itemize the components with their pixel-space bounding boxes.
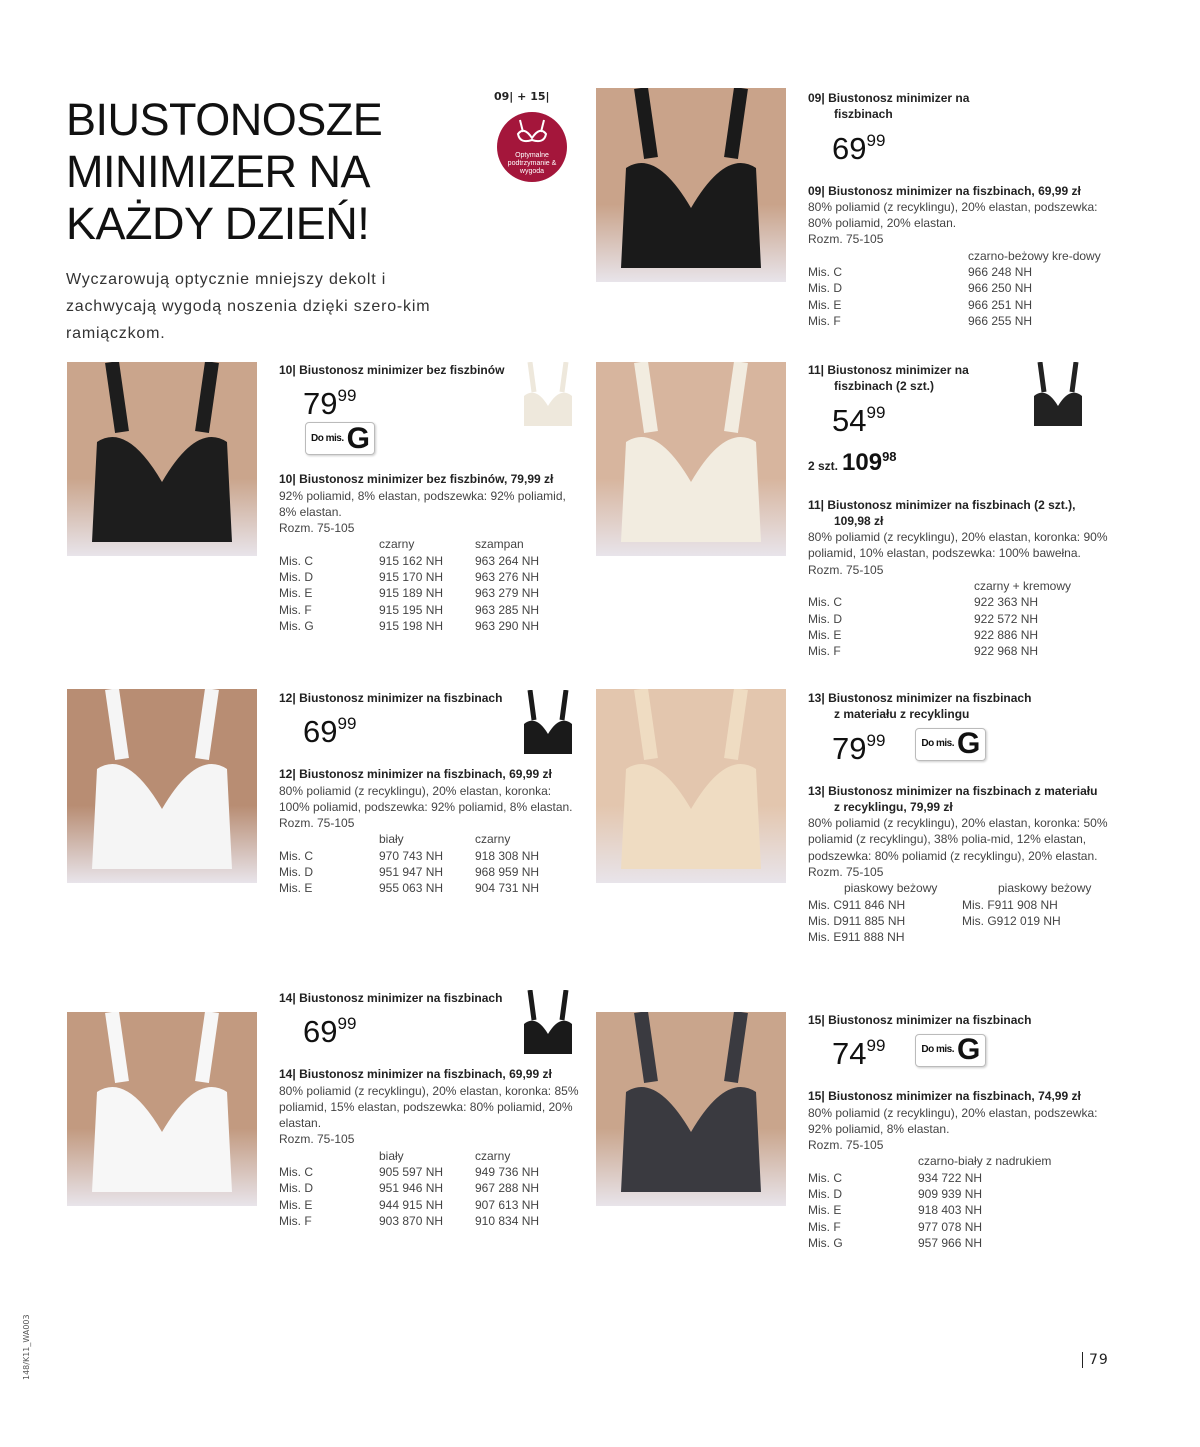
product-detail-title	[808, 497, 1098, 530]
order-table	[279, 536, 579, 634]
price-row	[279, 706, 579, 750]
price-cents: 99	[337, 386, 357, 406]
article-number: 910 834 NH	[475, 1213, 540, 1228]
product-price	[832, 395, 885, 439]
cup-label: Mis. G	[279, 618, 314, 633]
article-number: 966 255 NH	[968, 313, 1033, 328]
article-number: Mis. F911 908 NH	[962, 897, 1058, 912]
spacer	[279, 1050, 579, 1066]
price-row	[808, 123, 1108, 167]
two-pack-cents: 98	[882, 448, 897, 464]
product-description: 80% poliamid (z recyklingu), 20% elastan, podszewka: 80% poliamid, 20% elastan.	[808, 199, 1098, 231]
article-number: 907 613 NH	[475, 1197, 540, 1212]
article-number: 967 288 NH	[475, 1181, 540, 1196]
product-description: 80% poliamid (z recyklingu), 20% elastan, koronka: 85% poliamid, 15% elastan, podszewka: 80% poliamid, 20% elastan.	[279, 1083, 579, 1131]
article-number: 922 572 NH	[974, 611, 1039, 626]
size-range: Rozm. 75-105	[808, 865, 884, 880]
price-cents: 99	[337, 714, 357, 734]
cup-label: Do mis.	[921, 738, 955, 750]
product-title	[279, 690, 509, 706]
product-detail-title	[808, 1088, 1098, 1104]
product-number: 10|	[279, 363, 296, 377]
product-price	[832, 123, 885, 167]
spacer	[279, 750, 579, 766]
spacer	[279, 536, 379, 552]
article-number: 963 264 NH	[475, 553, 540, 568]
color-header: czarny	[379, 537, 415, 552]
article-number: 915 162 NH	[379, 553, 444, 568]
spacer	[808, 167, 1108, 183]
cup-size-badge	[305, 422, 375, 455]
badge-text: Optymalne podtrzymanie & wygoda	[507, 152, 557, 175]
article-number: 966 251 NH	[968, 297, 1033, 312]
product-photo	[67, 689, 257, 883]
cup-size-badge	[915, 1034, 985, 1067]
cup-label: Mis. C	[279, 553, 313, 568]
price-cents: 99	[866, 1036, 886, 1056]
product-block	[808, 362, 1108, 660]
product-block	[808, 1012, 1108, 1251]
two-pack-main: 109	[842, 448, 883, 476]
article-number: 944 915 NH	[379, 1197, 444, 1212]
product-block	[279, 690, 579, 897]
article-number: 963 279 NH	[475, 586, 540, 601]
size-range: Rozm. 75-105	[808, 1138, 884, 1153]
article-number: 963 276 NH	[475, 570, 540, 585]
color-header: piaskowy beżowy	[844, 881, 938, 896]
product-block	[279, 362, 579, 634]
spacer	[279, 1148, 379, 1164]
cup-label: Mis. F	[279, 602, 312, 617]
product-name: Biustonosz minimizer na fiszbinach	[828, 1013, 1032, 1027]
product-detail-title	[279, 471, 569, 487]
cup-label: Mis. D	[808, 611, 842, 626]
price-main: 74	[832, 1036, 867, 1072]
article-number: 918 308 NH	[475, 848, 540, 863]
article-number: 922 363 NH	[974, 595, 1039, 610]
product-price	[832, 723, 885, 767]
product-detail-title	[808, 183, 1098, 199]
article-number: 963 290 NH	[475, 618, 540, 633]
cup-label: Do mis.	[311, 432, 344, 444]
product-block	[808, 690, 1108, 946]
article-number: 909 939 NH	[918, 1187, 983, 1202]
color-header: biały	[379, 1148, 404, 1163]
article-number: 915 189 NH	[379, 586, 444, 601]
spacer	[808, 1153, 918, 1169]
article-number: 963 285 NH	[475, 602, 540, 617]
product-name: Biustonosz minimizer na fiszbinach z materiału z recyklingu	[828, 691, 1032, 722]
cup-label: Do mis.	[921, 1044, 955, 1056]
cup-label: Mis. C	[279, 848, 313, 863]
cup-label: Mis. C	[808, 595, 842, 610]
product-number: 15|	[808, 1013, 825, 1027]
size-range: Rozm. 75-105	[279, 1132, 355, 1147]
page-number: 79	[1082, 1352, 1109, 1368]
cup-label: Mis. E	[808, 627, 842, 642]
product-title	[279, 990, 509, 1006]
order-table	[808, 880, 1108, 945]
color-header: czarno-biały z nadrukiem	[918, 1154, 1052, 1169]
product-detail-name: Biustonosz minimizer na fiszbinach, 69,99 zł	[299, 767, 552, 782]
price-main: 54	[832, 402, 867, 438]
spacer	[808, 481, 1108, 497]
product-number: 09|	[808, 183, 825, 198]
cup-size: G	[957, 1033, 980, 1067]
article-number: 915 198 NH	[379, 618, 444, 633]
price-row	[808, 723, 1108, 767]
title-line: MINIMIZER NA	[66, 146, 370, 197]
article-number: 968 959 NH	[475, 865, 540, 880]
product-price	[832, 1028, 885, 1072]
cup-label: Mis. D	[808, 281, 842, 296]
product-title	[279, 362, 509, 378]
product-number: 13|	[808, 783, 825, 798]
product-detail-name: Biustonosz minimizer na fiszbinach, 74,99 zł	[828, 1089, 1081, 1104]
price-cents: 99	[866, 730, 886, 750]
product-number: 10|	[279, 472, 296, 487]
cup-size-badge	[915, 728, 985, 761]
cup-label: Mis. E	[808, 297, 842, 312]
spacer	[808, 1072, 1108, 1088]
cup-label: Mis. G	[808, 1235, 843, 1250]
page-title	[66, 94, 466, 250]
price-row	[279, 1006, 579, 1050]
product-detail-name: Biustonosz minimizer na fiszbinach, 69,99 zł	[299, 1067, 552, 1082]
article-number: 966 248 NH	[968, 265, 1033, 280]
product-name: Biustonosz minimizer na fiszbinach	[828, 91, 970, 122]
price-cents: 99	[866, 402, 886, 422]
product-number: 11|	[808, 363, 825, 377]
price-row	[808, 395, 1108, 439]
cup-size: G	[346, 421, 370, 455]
product-description: 80% poliamid (z recyklingu), 20% elastan, podszewka: 92% poliamid, 8% elastan.	[808, 1105, 1098, 1136]
size-range: Rozm. 75-105	[808, 232, 884, 247]
article-number: 934 722 NH	[918, 1170, 983, 1185]
article-number: 904 731 NH	[475, 881, 540, 896]
cup-label: Mis. D	[279, 865, 313, 880]
product-photo	[596, 362, 786, 556]
two-pack-price	[808, 439, 1108, 481]
product-number: 12|	[279, 691, 296, 705]
price-row	[279, 378, 579, 422]
article-number: Mis. E911 888 NH	[808, 930, 905, 945]
two-pack-amount	[842, 439, 897, 481]
cup-label: Mis. C	[279, 1165, 313, 1180]
product-number: 14|	[279, 991, 296, 1005]
badge-range: 09| + 15|	[494, 90, 550, 103]
size-range: Rozm. 75-105	[808, 562, 884, 577]
color-header: piaskowy beżowy	[998, 881, 1092, 896]
bra-icon	[514, 118, 550, 148]
product-name: Biustonosz minimizer na fiszbinach	[299, 991, 503, 1005]
price-row	[808, 1028, 1108, 1072]
order-table	[808, 248, 1108, 329]
intro-text: Wyczarowują optycznie mniejszy dekolt i zachwycają wygodą noszenia dzięki szero-kim ramiączkom.	[66, 271, 431, 342]
product-photo	[596, 689, 786, 883]
article-number: 970 743 NH	[379, 848, 444, 863]
product-block	[808, 90, 1108, 329]
product-number: 13|	[808, 691, 825, 705]
product-title	[808, 362, 1028, 395]
cup-label: Mis. E	[808, 1203, 842, 1218]
spacer	[279, 831, 379, 847]
product-number: 15|	[808, 1089, 825, 1104]
product-detail-title	[279, 1066, 569, 1082]
cup-label: Mis. F	[279, 1213, 312, 1228]
cup-label: Mis. C	[808, 265, 842, 280]
article-number: 918 403 NH	[918, 1203, 983, 1218]
cup-size: G	[957, 727, 980, 761]
product-detail-title	[808, 783, 1098, 816]
product-description: 80% poliamid (z recyklingu), 20% elastan, koronka: 50% poliamid (z recyklingu), 38% polia-mid, 12% elastan, podszewka: 80% poliamid (z recyklingu), 20% elastan.	[808, 816, 1108, 863]
article-number: 957 966 NH	[918, 1235, 983, 1250]
article-number: Mis. C911 846 NH	[808, 897, 906, 912]
article-number: 966 250 NH	[968, 281, 1033, 296]
color-header: czarny + kremowy	[974, 579, 1072, 594]
cup-label: Mis. E	[279, 586, 313, 601]
price-main: 69	[832, 130, 867, 166]
product-photo	[596, 88, 786, 282]
product-price	[303, 706, 356, 750]
product-title	[808, 690, 1038, 723]
catalog-code: 148/K11_WA003	[22, 1314, 31, 1380]
article-number: Mis. G912 019 NH	[962, 913, 1061, 928]
article-number: 951 947 NH	[379, 865, 444, 880]
cup-label: Mis. F	[808, 313, 841, 328]
article-number: Mis. D911 885 NH	[808, 913, 906, 928]
order-table	[279, 1148, 579, 1229]
comfort-badge	[497, 112, 567, 182]
size-range: Rozm. 75-105	[279, 816, 355, 831]
product-detail-name: Biustonosz minimizer na fiszbinach (2 szt.), 109,98 zł	[827, 497, 1076, 528]
cup-label: Mis. C	[808, 1170, 842, 1185]
color-header: szampan	[475, 537, 524, 552]
order-table	[808, 578, 1108, 659]
product-number: 12|	[279, 767, 296, 782]
color-header: biały	[379, 832, 404, 847]
cup-label: Mis. E	[279, 1197, 313, 1212]
product-price	[303, 378, 356, 422]
spacer	[808, 248, 968, 264]
article-number: 951 946 NH	[379, 1181, 444, 1196]
cup-label: Mis. F	[808, 1219, 841, 1234]
price-main: 79	[832, 730, 867, 766]
price-cents: 99	[337, 1014, 357, 1034]
article-number	[962, 929, 1112, 945]
product-name: Biustonosz minimizer bez fiszbinów	[299, 363, 505, 377]
article-number: 955 063 NH	[379, 881, 444, 896]
price-main: 69	[303, 714, 338, 750]
two-pack-label: 2 szt.	[808, 458, 839, 473]
cup-label: Mis. D	[808, 1187, 842, 1202]
product-description: 80% poliamid (z recyklingu), 20% elastan, koronka: 90% poliamid, 10% elastan, podszewka: 100% bawełna.	[808, 530, 1108, 561]
product-detail-name: Biustonosz minimizer na fiszbinach z materiału z recyklingu, 79,99 zł	[828, 783, 1098, 814]
product-block	[279, 990, 579, 1229]
color-header: czarny	[475, 1148, 511, 1163]
product-title	[808, 90, 1008, 123]
product-detail-name: Biustonosz minimizer bez fiszbinów, 79,99 zł	[299, 472, 554, 487]
price-cents: 99	[866, 130, 886, 150]
cup-label: Mis. E	[279, 881, 313, 896]
product-name: Biustonosz minimizer na fiszbinach	[299, 691, 503, 705]
article-number: 922 886 NH	[974, 627, 1039, 642]
product-number: 09|	[808, 91, 825, 105]
color-header: czarno-beżowy kre-dowy	[968, 248, 1101, 263]
article-number: 905 597 NH	[379, 1165, 444, 1180]
product-number: 11|	[808, 497, 825, 512]
product-price	[303, 1006, 356, 1050]
spacer	[279, 455, 579, 471]
spacer	[808, 767, 1108, 783]
product-photo	[67, 1012, 257, 1206]
article-number: 977 078 NH	[918, 1219, 983, 1234]
product-photo	[596, 1012, 786, 1206]
article-number: 903 870 NH	[379, 1213, 444, 1228]
title-line: KAŻDY DZIEŃ!	[66, 198, 370, 249]
article-number: 949 736 NH	[475, 1165, 540, 1180]
product-name: Biustonosz minimizer na fiszbinach (2 szt.)	[827, 363, 969, 394]
product-detail-name: Biustonosz minimizer na fiszbinach, 69,99 zł	[828, 183, 1081, 198]
size-range: Rozm. 75-105	[279, 521, 355, 536]
article-number: 922 968 NH	[974, 644, 1039, 659]
product-detail-title	[279, 766, 569, 782]
product-title	[808, 1012, 1038, 1028]
order-table	[279, 831, 579, 896]
cup-label: Mis. F	[808, 644, 841, 659]
cup-label: Mis. D	[279, 570, 313, 585]
spacer	[808, 578, 974, 594]
product-description: 92% poliamid, 8% elastan, podszewka: 92% poliamid, 8% elastan.	[279, 488, 566, 519]
order-table	[808, 1153, 1108, 1251]
article-number: 915 170 NH	[379, 570, 444, 585]
product-description: 80% poliamid (z recyklingu), 20% elastan, koronka: 100% poliamid, podszewka: 92% poliamid, 8% elastan.	[279, 783, 573, 814]
color-header: czarny	[475, 832, 511, 847]
price-main: 79	[303, 386, 338, 422]
price-main: 69	[303, 1014, 338, 1050]
cup-label: Mis. D	[279, 1181, 313, 1196]
product-photo	[67, 362, 257, 556]
product-number: 14|	[279, 1067, 296, 1082]
article-number: 915 195 NH	[379, 602, 444, 617]
title-line: BIUSTONOSZE	[66, 94, 383, 145]
